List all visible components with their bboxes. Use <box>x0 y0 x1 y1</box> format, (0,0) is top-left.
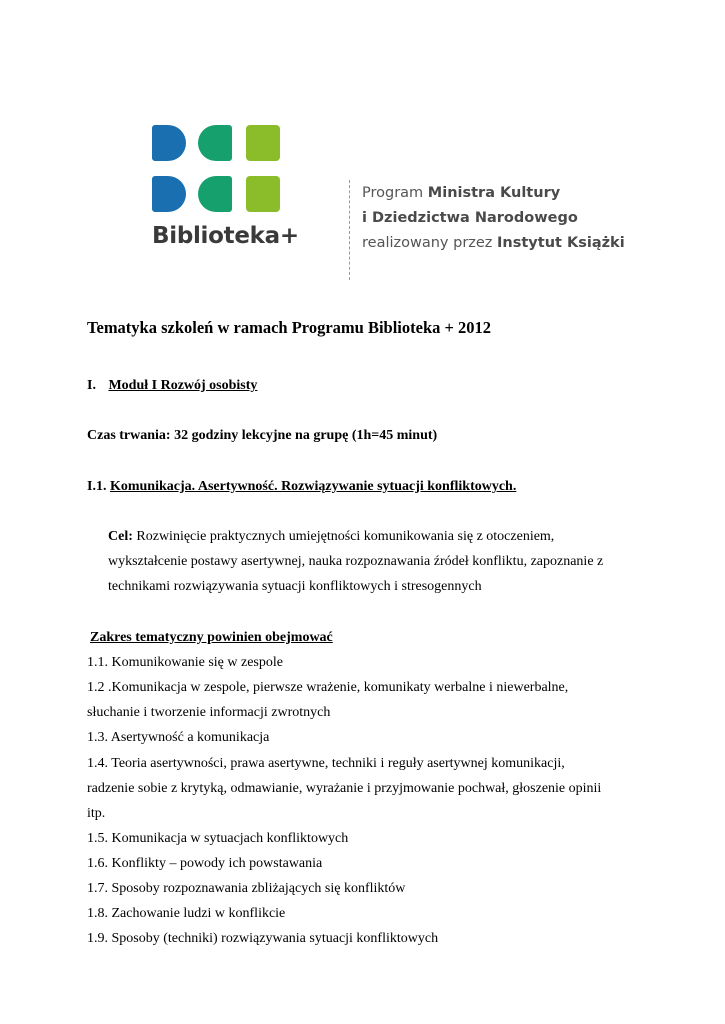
logo-square-teal-top <box>198 125 232 161</box>
program-tagline <box>362 181 625 256</box>
scope-item: 1.4. Teoria asertywności, prawa asertywne, techniki i reguły asertywnej komunikacji, <box>87 756 565 771</box>
scope-item: radzenie sobie z krytyką, odmawianie, wyrażanie i przyjmowanie pochwał, głoszenie opinii <box>87 781 602 796</box>
scope-item: 1.1. Komunikowanie się w zespole <box>87 655 283 670</box>
document-title: Tematyka szkoleń w ramach Programu Biblioteka + 2012 <box>87 318 492 337</box>
scope-item: 1.9. Sposoby (techniki) rozwiązywania sytuacji konfliktowych <box>87 931 439 946</box>
scope-item: itp. <box>87 806 106 821</box>
goal-line-1 <box>108 529 554 545</box>
logo-square-teal-bottom <box>198 176 232 212</box>
logo-square-blue-bottom <box>152 176 186 212</box>
tagline-line-3 <box>362 231 625 256</box>
module-heading <box>87 378 257 394</box>
module-number: I. <box>87 378 96 393</box>
tagline-heritage: i Dziedzictwa Narodowego <box>362 210 578 226</box>
goal-text-1: Rozwinięcie praktycznych umiejętności komunikowania się z otoczeniem, <box>132 529 555 544</box>
scope-item: 1.6. Konflikty – powody ich powstawania <box>87 856 323 871</box>
logo-divider <box>349 180 350 280</box>
goal-label: Cel: <box>108 529 133 544</box>
logo-square-green-bottom <box>246 176 280 212</box>
scope-item: 1.7. Sposoby rozpoznawania zbliżających się konfliktów <box>87 881 406 896</box>
tagline-prefix-3: realizowany przez <box>362 235 498 251</box>
scope-item: 1.8. Zachowanie ludzi w konflikcie <box>87 906 286 921</box>
scope-heading: Zakres tematyczny powinien obejmować <box>90 630 333 645</box>
tagline-institute: Instytut Książki <box>497 235 625 251</box>
section-number: I.1. <box>87 479 107 494</box>
module-title: Moduł I Rozwój osobisty <box>108 378 258 393</box>
goal-line-3: technikami rozwiązywania sytuacji konfliktowych i stresogennych <box>108 579 482 594</box>
duration-line: Czas trwania: 32 godziny lekcyjne na grupę (1h=45 minut) <box>87 428 438 443</box>
tagline-line-2 <box>362 206 625 231</box>
logo-square-blue-top <box>152 125 186 161</box>
goal-line-2: wykształcenie postawy asertywnej, nauka rozpoznawania źródeł konfliktu, zapoznanie z <box>108 554 604 569</box>
logo-square-green-top <box>246 125 280 161</box>
tagline-ministry: Ministra Kultury <box>427 185 561 201</box>
logo-wordmark: Biblioteka+ <box>152 223 299 249</box>
tagline-line-1 <box>362 181 625 206</box>
scope-item: 1.3. Asertywność a komunikacja <box>87 730 270 745</box>
tagline-prefix-1: Program <box>362 185 428 201</box>
section-heading <box>87 479 516 495</box>
scope-item: 1.2 .Komunikacja w zespole, pierwsze wrażenie, komunikaty werbalne i niewerbalne, <box>87 680 569 695</box>
scope-item: słuchanie i tworzenie informacji zwrotnych <box>87 705 331 720</box>
scope-item: 1.5. Komunikacja w sytuacjach konfliktowych <box>87 831 349 846</box>
section-title: Komunikacja. Asertywność. Rozwiązywanie sytuacji konfliktowych. <box>109 479 517 494</box>
